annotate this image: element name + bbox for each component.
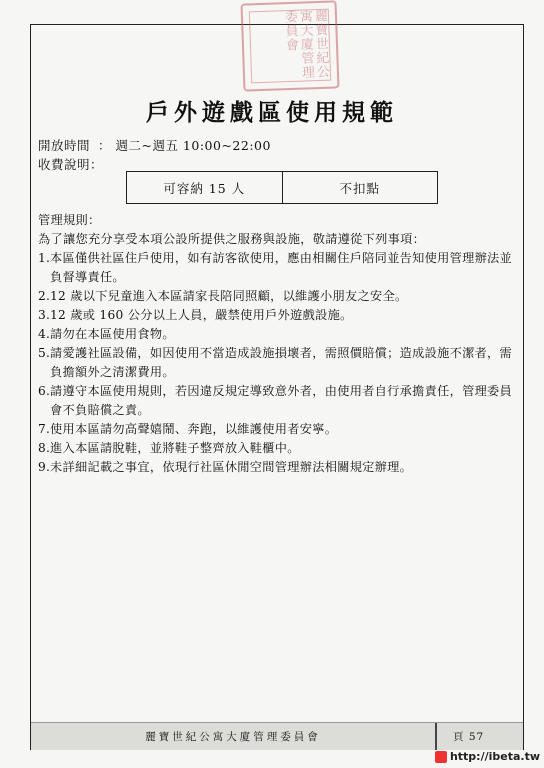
page-footer [31, 722, 523, 750]
site-watermark [435, 750, 540, 763]
footer-divider [435, 723, 437, 750]
page-title: 戶外遊戲區使用規範 [146, 99, 398, 126]
fee-table [126, 171, 438, 204]
rules-section [38, 211, 518, 477]
rule-item: 4. 請勿在本區使用食物。 [38, 327, 175, 341]
rule-item: 9. 未詳細記載之事宜，依現行社區休閒空間管理辦法相關規定辦理。 [38, 460, 413, 474]
seal-text: 麗寶世紀公寓大廈管理委員會 [281, 8, 330, 80]
fee-points-cell: 不扣點 [282, 172, 438, 203]
footer-organization: 麗寶世紀公寓大廈管理委員會 [145, 731, 321, 743]
rule-item: 5. 請愛護社區設備，如因使用不當造成設施損壞者，需照價賠償；造成設施不潔者，需負擔額外之清潔費用。 [38, 346, 513, 379]
watermark-url: http://ibeta.tw [449, 750, 540, 763]
fee-label: 收費說明： [38, 157, 104, 172]
fee-capacity-cell: 可容納 15 人 [163, 180, 246, 196]
rules-intro: 為了讓您充分享受本項公設所提供之服務與設施，敬請遵從下列事項： [38, 232, 426, 246]
opening-hours [38, 136, 271, 154]
rule-item: 7. 使用本區請勿高聲嬉鬧、奔跑，以維護使用者安寧。 [38, 422, 338, 436]
rule-item: 1. 本區僅供社區住戶使用，如有訪客欲使用，應由相關住戶陪同並告知使用管理辦法並負督導責任。 [38, 251, 513, 284]
opening-hours-label: 開放時間 [38, 138, 91, 153]
footer-page-number: 頁 57 [453, 731, 485, 743]
watermark-logo-icon [435, 751, 447, 763]
rules-list [38, 249, 518, 477]
rule-item: 3. 12 歲或 160 公分以上人員，嚴禁使用戶外遊戲設施。 [38, 308, 353, 322]
official-seal-stamp [240, 0, 339, 91]
rules-heading: 管理規則： [38, 213, 101, 227]
opening-hours-value: ： 週二~週五 10:00~22:00 [98, 138, 271, 153]
rule-item: 8. 進入本區請脫鞋，並將鞋子整齊放入鞋櫃中。 [38, 441, 300, 455]
rule-item: 2. 12 歲以下兒童進入本區請家長陪同照顧，以維護小朋友之安全。 [38, 289, 408, 303]
rule-item: 6. 請遵守本區使用規則，若因違反規定導致意外者，由使用者自行承擔責任，管理委員會不負賠償之責。 [38, 384, 513, 417]
